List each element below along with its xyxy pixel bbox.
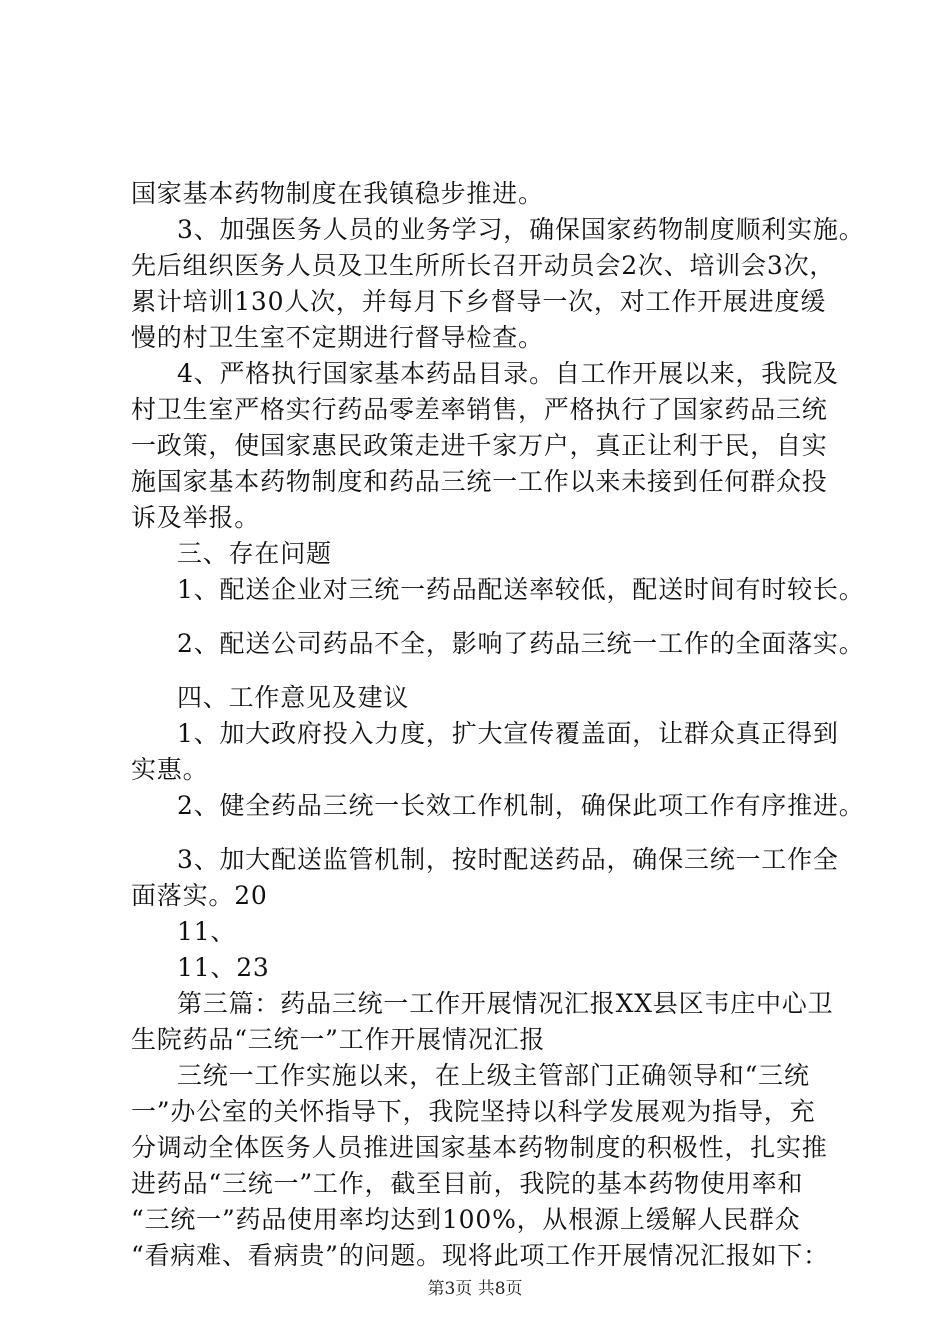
text-line: 3、加强医务人员的业务学习，确保国家药物制度顺利实施。 bbox=[177, 215, 865, 244]
section-heading: 四、工作意见及建议 bbox=[177, 683, 410, 712]
text-line: 生院药品“三统一”工作开展情况汇报 bbox=[131, 1025, 546, 1054]
text-line: 第三篇：药品三统一工作开展情况汇报XX县区韦庄中心卫 bbox=[177, 989, 834, 1018]
text-line: 3、加大配送监管机制，按时配送药品，确保三统一工作全 bbox=[177, 845, 839, 874]
text-line: 进药品“三统一”工作，截至目前，我院的基本药物使用率和 bbox=[131, 1169, 804, 1198]
text-line: 11、23 bbox=[177, 953, 270, 982]
text-line: “三统一”药品使用率均达到100%，从根源上缓解人民群众 bbox=[131, 1205, 801, 1234]
text-line: 慢的村卫生室不定期进行督导检查。 bbox=[131, 323, 544, 352]
text-line: 4、严格执行国家基本药品目录。自工作开展以来，我院及 bbox=[177, 359, 839, 388]
text-line: 一政策，使国家惠民政策走进千家万户，真正让利于民，自实 bbox=[131, 431, 828, 460]
text-line: 诉及举报。 bbox=[131, 503, 261, 532]
text-line: 累计培训130人次，并每月下乡督导一次，对工作开展进度缓 bbox=[131, 287, 827, 316]
text-line: 2、配送公司药品不全，影响了药品三统一工作的全面落实。 bbox=[177, 629, 865, 658]
text-line: 国家基本药物制度在我镇稳步推进。 bbox=[131, 179, 544, 208]
text-line: 2、健全药品三统一长效工作机制，确保此项工作有序推进。 bbox=[177, 791, 865, 820]
text-line: 11、 bbox=[177, 917, 237, 946]
text-line: 三统一工作实施以来，在上级主管部门正确领导和“三统 bbox=[177, 1061, 810, 1090]
text-line: 村卫生室严格实行药品零差率销售，严格执行了国家药品三统 bbox=[131, 395, 828, 424]
text-line: 实惠。 bbox=[131, 755, 209, 784]
text-line: 一”办公室的关怀指导下，我院坚持以科学发展观为指导，充 bbox=[131, 1097, 816, 1126]
text-line: 1、加大政府投入力度，扩大宣传覆盖面，让群众真正得到 bbox=[177, 719, 839, 748]
page-footer: 第3页 共8页 bbox=[427, 1279, 523, 1299]
text-line: 先后组织医务人员及卫生所所长召开动员会2次、培训会3次， bbox=[131, 251, 836, 280]
section-heading: 三、存在问题 bbox=[177, 539, 332, 568]
text-line: 面落实。20 bbox=[131, 881, 268, 910]
text-line: 1、配送企业对三统一药品配送率较低，配送时间有时较长。 bbox=[177, 575, 865, 604]
text-line: 分调动全体医务人员推进国家基本药物制度的积极性，扎实推 bbox=[131, 1133, 828, 1162]
text-line: “看病难、看病贵”的问题。现将此项工作开展情况汇报如下： bbox=[131, 1241, 829, 1270]
text-line: 施国家基本药物制度和药品三统一工作以来未接到任何群众投 bbox=[131, 467, 828, 496]
